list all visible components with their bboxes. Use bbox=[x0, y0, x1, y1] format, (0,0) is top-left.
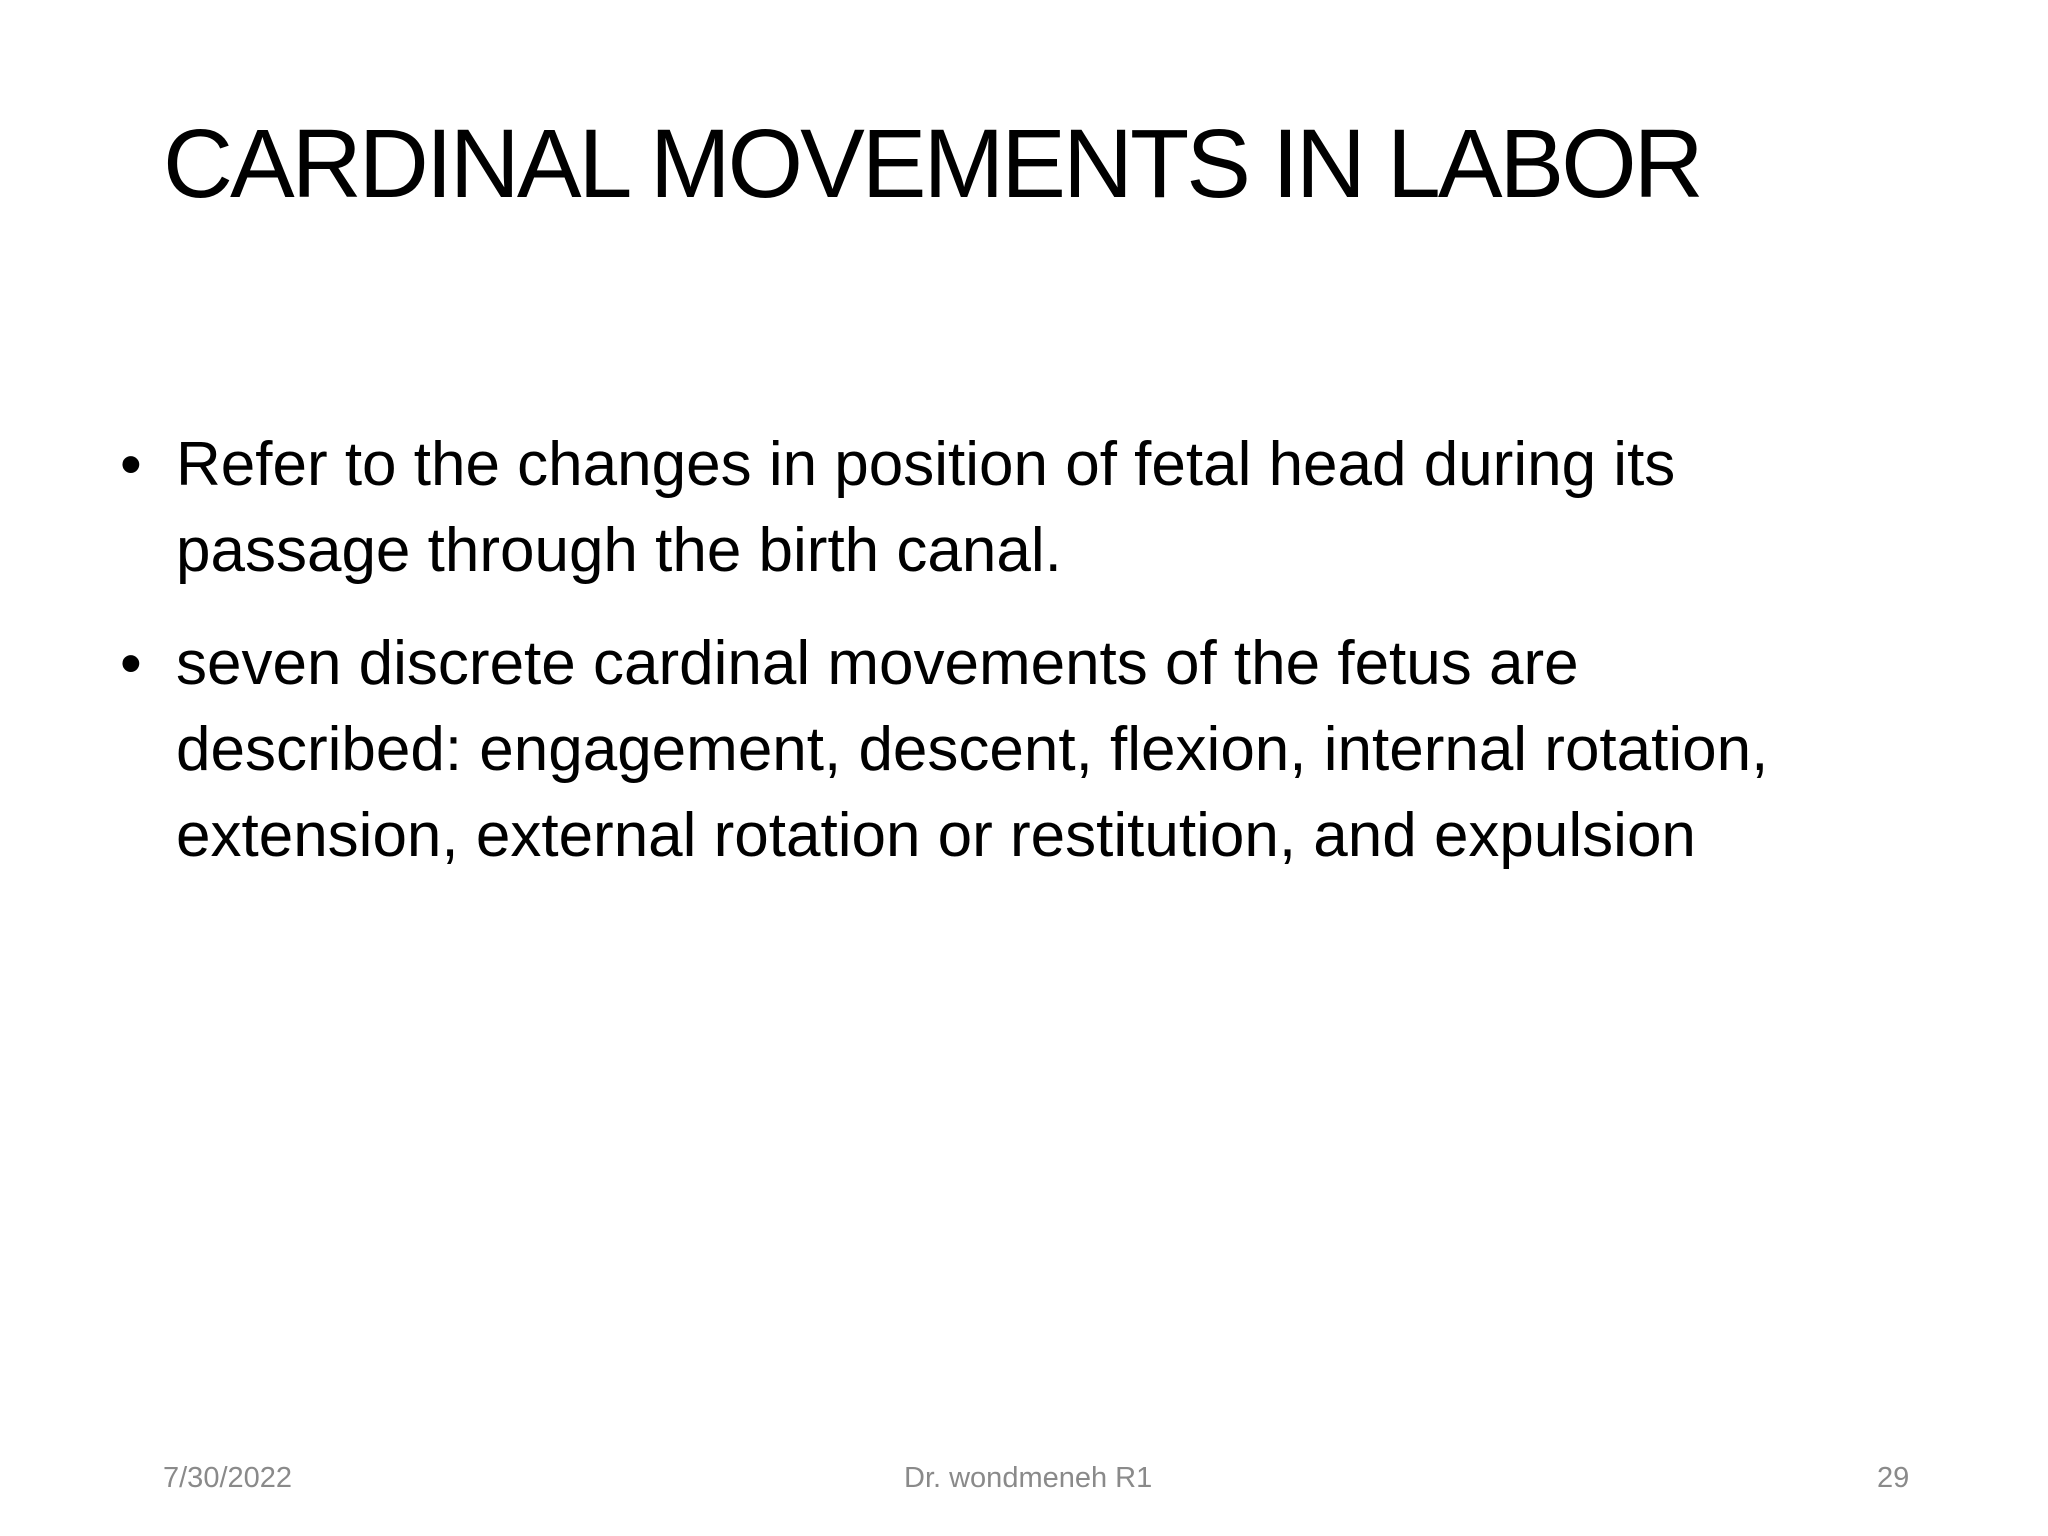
bullet-marker: • bbox=[120, 430, 142, 499]
bullet-item bbox=[120, 621, 1900, 879]
footer-date: 7/30/2022 bbox=[163, 1462, 293, 1494]
bullet-list bbox=[120, 422, 1900, 906]
bullet-item bbox=[120, 422, 1900, 594]
slide-number: 29 bbox=[1877, 1462, 1910, 1494]
slide-title: CARDINAL MOVEMENTS IN LABOR bbox=[163, 109, 1701, 218]
bullet-text: Refer to the changes in position of fetal head during its passage through the birth canal. bbox=[176, 430, 1676, 585]
bullet-marker: • bbox=[120, 629, 142, 698]
bullet-text: seven discrete cardinal movements of the fetus are described: engagement, descent, flexion, internal rotation, extension, external rotation or restitution, and expulsion bbox=[176, 629, 1769, 870]
footer-author: Dr. wondmeneh R1 bbox=[904, 1462, 1153, 1494]
